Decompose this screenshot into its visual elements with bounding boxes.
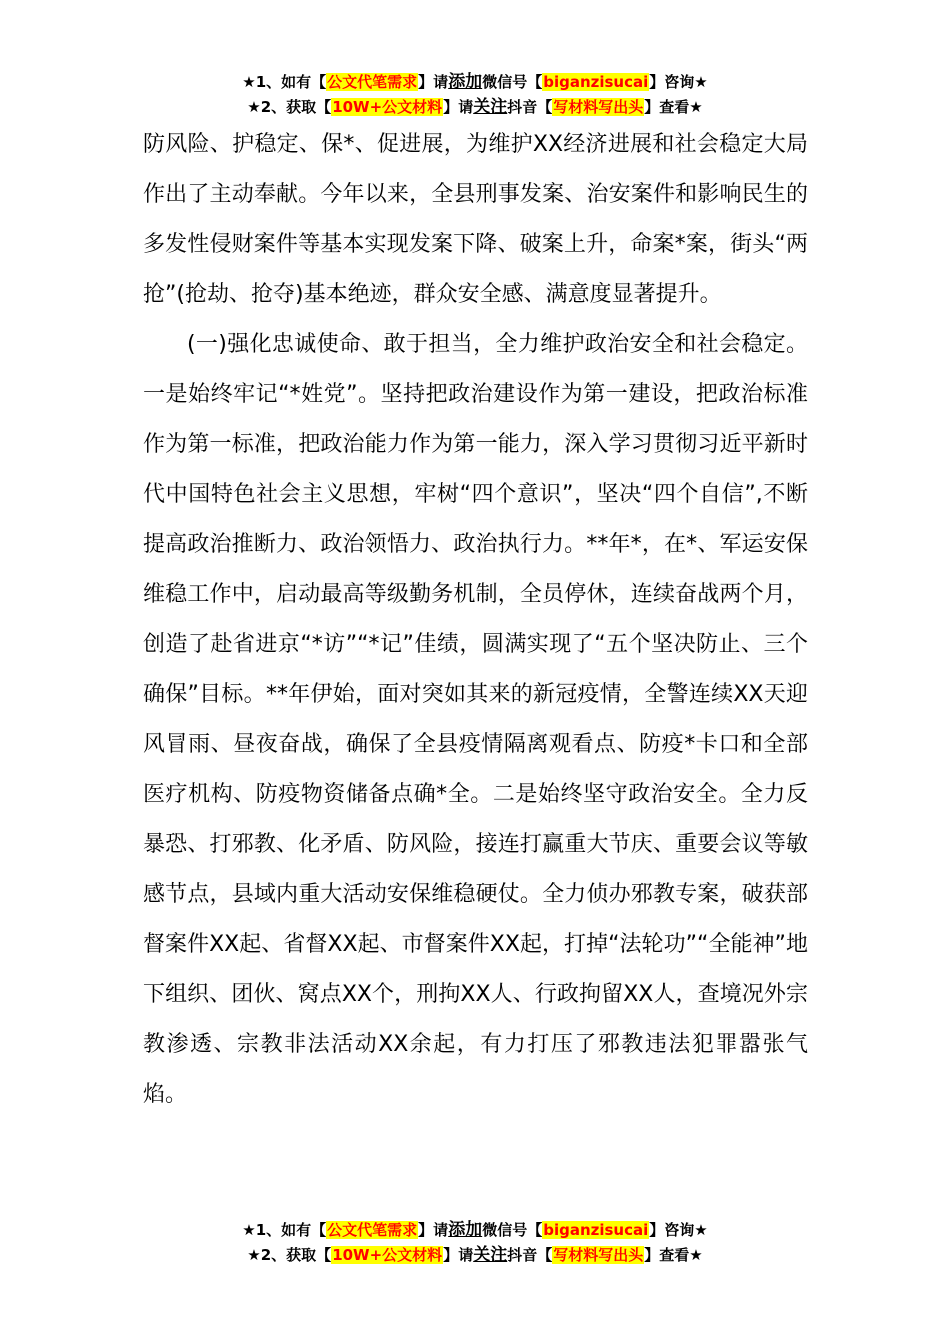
banner-text: 】请 — [443, 98, 474, 116]
banner-text: 微信号【 — [482, 1221, 543, 1239]
banner-text: ★1、如有【 — [242, 1221, 327, 1239]
highlight-ghostwriting: 公文代笔需求 — [327, 1221, 418, 1239]
document-body — [143, 120, 808, 1120]
highlight-materials: 10W+公文材料 — [332, 1246, 443, 1264]
highlight-ghostwriting: 公文代笔需求 — [327, 73, 418, 91]
paragraph-2: (一)强化忠诚使命、敢于担当，全力维护政治安全和社会稳定。一是始终牢记“*姓党”。坚持把政治建设作为第一建设，把政治标准作为第一标准，把政治能力作为第一能力，深入学习贯彻习近平新时代中国特色社会主义思想，牢树“四个意识”，坚决“四个自信”,不断提高政治推断力、政治领悟力、政治执行力。**年*，在*、军运安保维稳工作中，启动最高等级勤务机制，全员停休，连续奋战两个月，创造了赴省进京“*访”“*记”佳绩，圆满实现了“五个坚决防止、三个确保”目标。**年伊始，面对突如其来的新冠疫情，全警连续XX天迎风冒雨、昼夜奋战，确保了全县疫情隔离观看点、防疫*卡口和全部医疗机构、防疫物资储备点确*全。二是始终坚守政治安全。全力反暴恐、打邪教、化矛盾、防风险，接连打赢重大节庆、重要会议等敏感节点，县域内重大活动安保维稳硬仗。全力侦办邪教专案，破获部督案件XX起、省督XX起、市督案件XX起，打掉“法轮功”“全能神”地下组织、团伙、窝点XX个，刑拘XX人、行政拘留XX人，查境况外宗教渗透、宗教非法活动XX余起，有力打压了邪教违法犯罪嚣张气焰。 — [143, 332, 808, 1107]
highlight-douyin-account: 写材料写出头 — [553, 98, 644, 116]
banner-text: 抖音【 — [507, 98, 553, 116]
banner-line-2 — [0, 1243, 950, 1268]
emphasis-add: 添加 — [448, 72, 483, 92]
banner-text: 】请 — [418, 1221, 449, 1239]
banner-text: 】咨询★ — [649, 73, 708, 91]
highlight-wechat-id: biganzisucai — [543, 1221, 649, 1239]
banner-text: 】请 — [443, 1246, 474, 1264]
banner-text: 】查看★ — [644, 98, 703, 116]
header-banner — [0, 70, 950, 120]
banner-text: 微信号【 — [482, 73, 543, 91]
footer-banner — [0, 1218, 950, 1268]
emphasis-add: 添加 — [448, 1220, 483, 1240]
highlight-materials: 10W+公文材料 — [332, 98, 443, 116]
banner-text: ★2、获取【 — [247, 98, 332, 116]
banner-line-2 — [0, 95, 950, 120]
banner-text: 】咨询★ — [649, 1221, 708, 1239]
banner-text: ★2、获取【 — [247, 1246, 332, 1264]
highlight-douyin-account: 写材料写出头 — [553, 1246, 644, 1264]
emphasis-follow: 关注 — [473, 1245, 508, 1265]
paragraph-1: 防风险、护稳定、保*、促进展，为维护XX经济进展和社会稳定大局作出了主动奉献。今年以来，全县刑事发案、治安案件和影响民生的多发性侵财案件等基本实现发案下降、破案上升，命案*案，街头“两抢”(抢劫、抢夺)基本绝迹，群众安全感、满意度显著提升。 — [143, 132, 808, 307]
banner-line-1 — [0, 1218, 950, 1243]
banner-line-1 — [0, 70, 950, 95]
banner-text: 】查看★ — [644, 1246, 703, 1264]
emphasis-follow: 关注 — [473, 97, 508, 117]
banner-text: 抖音【 — [507, 1246, 553, 1264]
highlight-wechat-id: biganzisucai — [543, 73, 649, 91]
banner-text: ★1、如有【 — [242, 73, 327, 91]
banner-text: 】请 — [418, 73, 449, 91]
